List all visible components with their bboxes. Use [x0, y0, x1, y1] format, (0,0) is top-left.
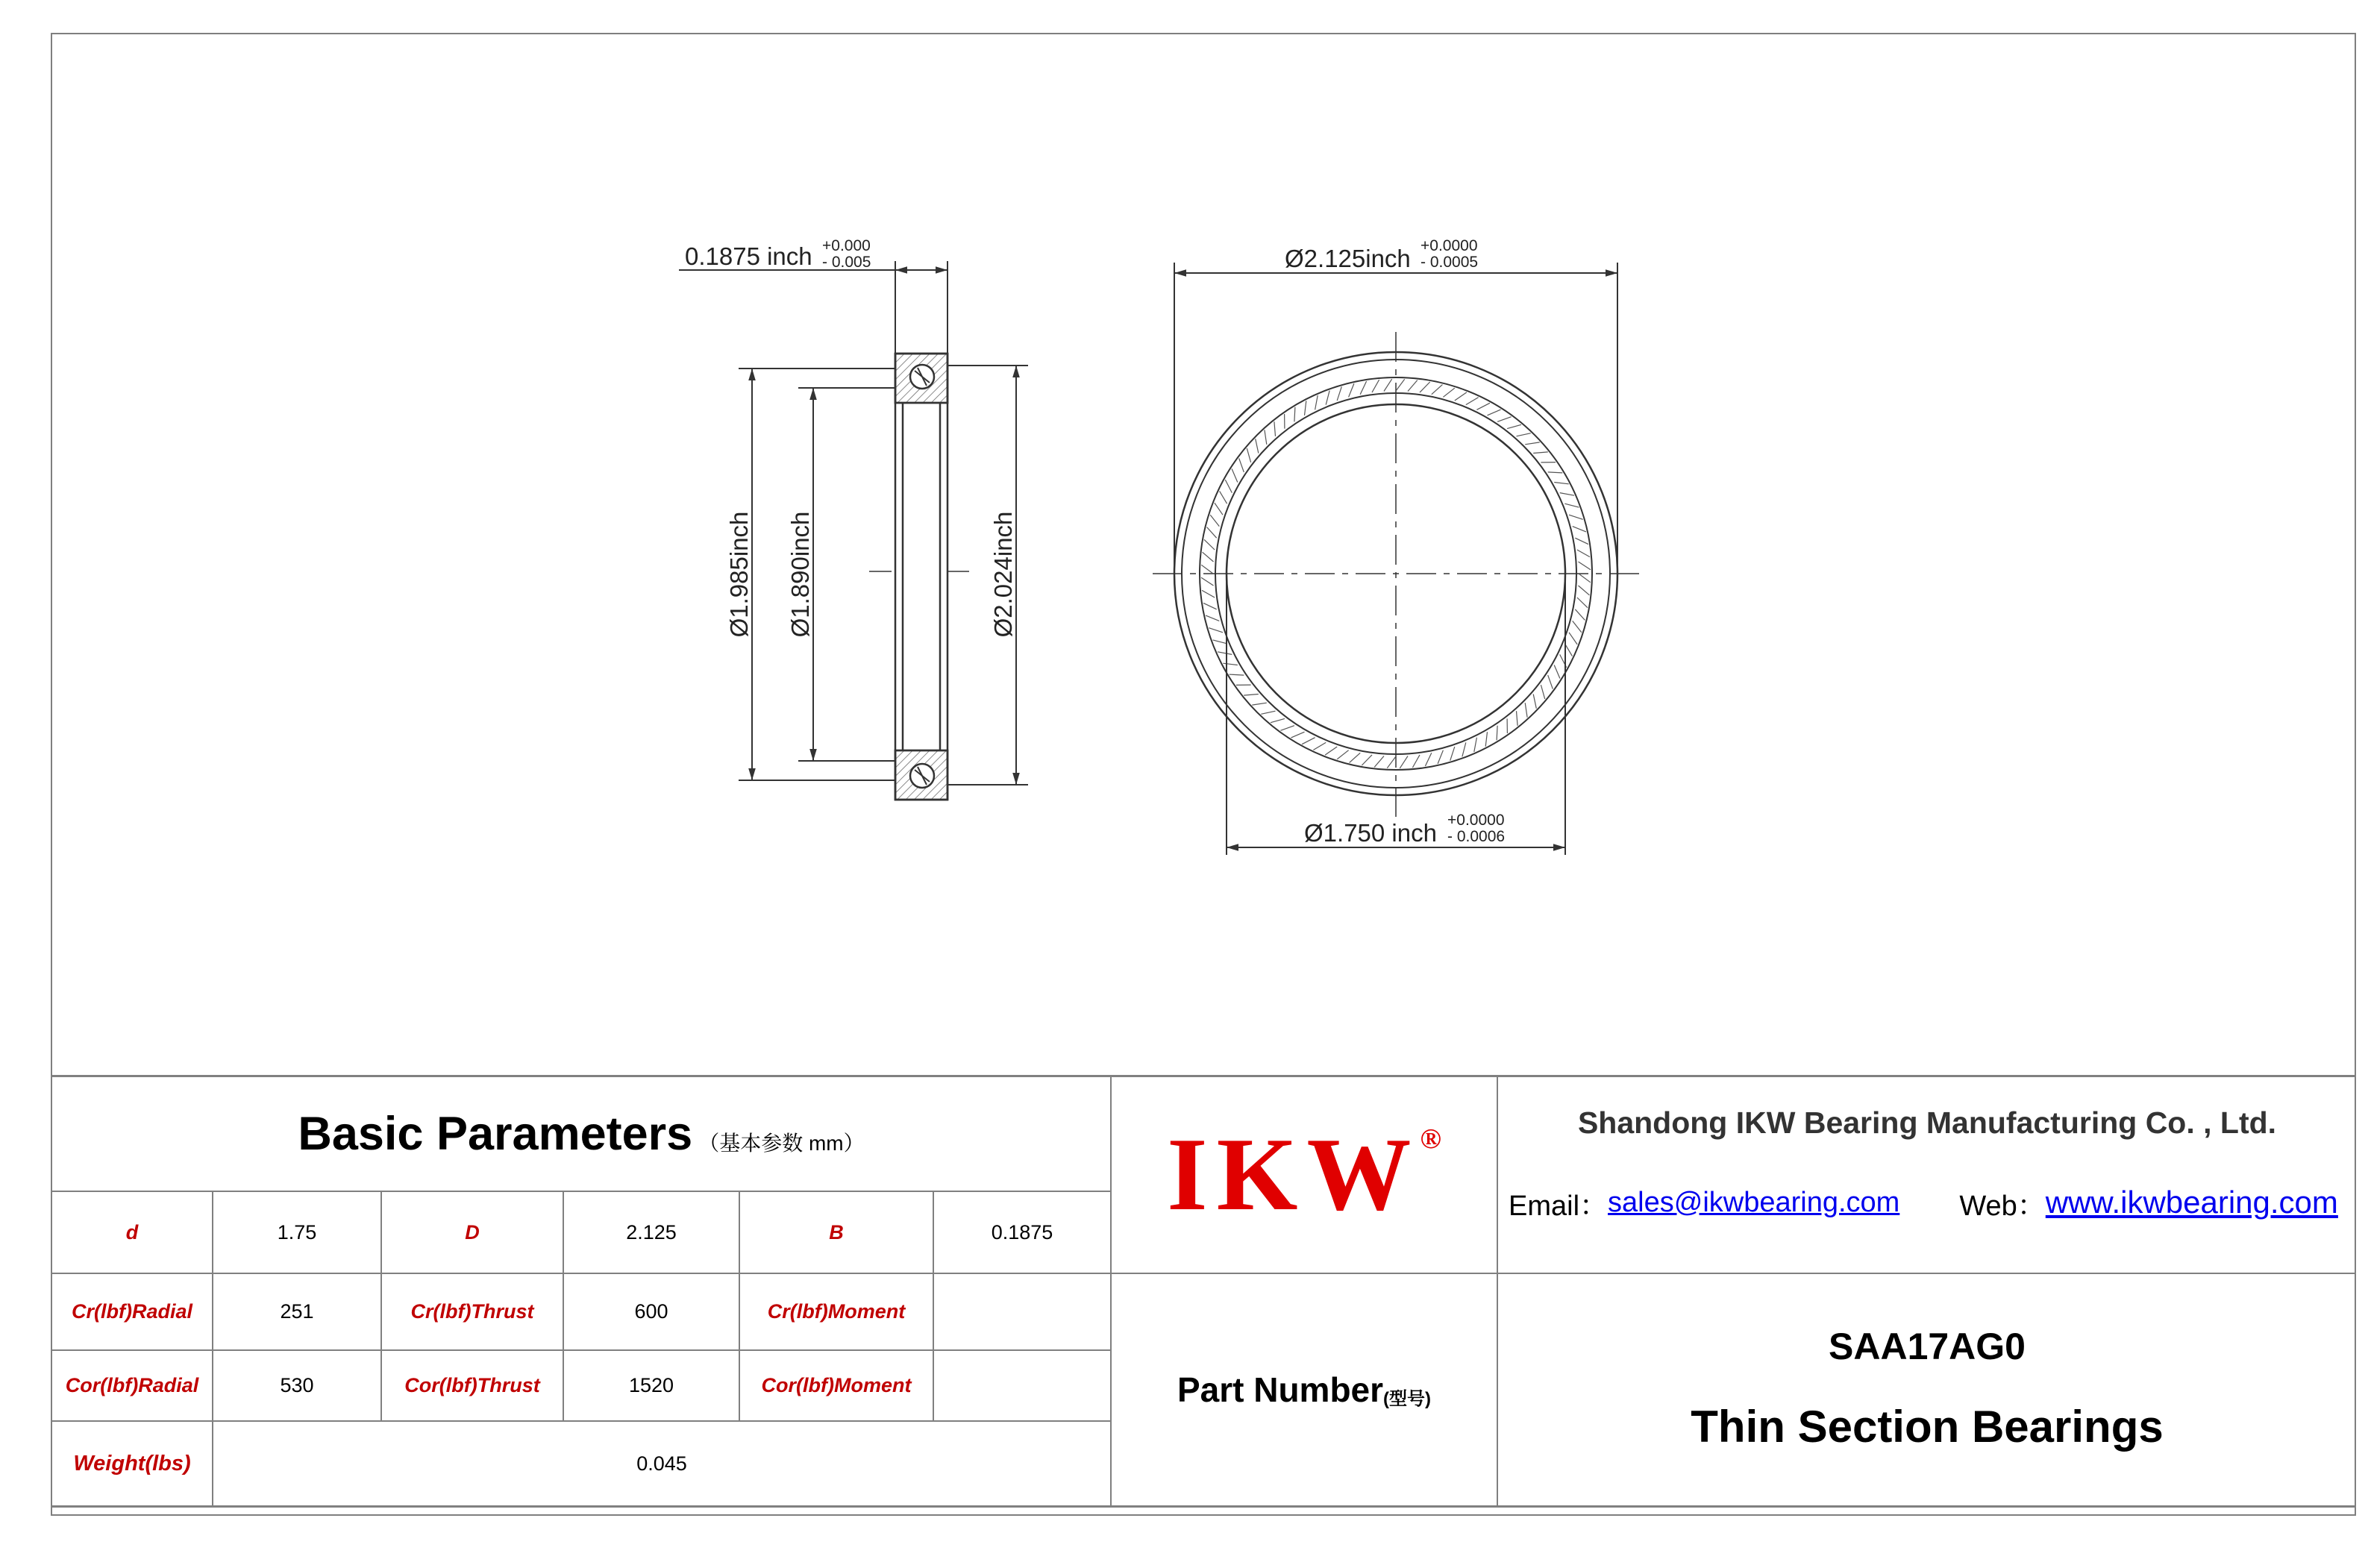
- param-label-cr-moment: Cr(lbf)Moment: [767, 1300, 906, 1323]
- params-title: Basic Parameters: [298, 1107, 693, 1160]
- param-label-cor-radial: Cor(lbf)Radial: [65, 1374, 199, 1396]
- ikw-logo: [1112, 1076, 1497, 1273]
- param-value-d: 1.75: [277, 1220, 317, 1244]
- outer-tol-lower: - 0.0005: [1421, 254, 1479, 271]
- part-number-label-cell: [1112, 1274, 1497, 1505]
- email-link[interactable]: sales@ikwbearing.com: [1608, 1186, 1900, 1218]
- param-value-cor-moment: [934, 1351, 1110, 1420]
- web-link[interactable]: www.ikwbearing.com: [2045, 1185, 2338, 1220]
- logo-text: IKW: [1167, 1117, 1421, 1232]
- width-tol-lower: - 0.005: [822, 254, 871, 271]
- part-number-value: SAA17AG0: [1829, 1326, 2026, 1367]
- company-name: Shandong IKW Bearing Manufacturing Co. , Ltd.: [1577, 1105, 2277, 1140]
- width-tol-upper: +0.000: [822, 237, 871, 254]
- param-label-B: B: [829, 1220, 844, 1244]
- inner-tol-upper: +0.0000: [1447, 812, 1505, 829]
- inner-tol-lower: - 0.0006: [1447, 828, 1506, 845]
- weight-value: 0.045: [636, 1452, 687, 1475]
- weight-label: Weight(lbs): [73, 1451, 191, 1476]
- registered-mark: ®: [1420, 1123, 1441, 1155]
- outer-tol-upper: +0.0000: [1421, 237, 1478, 254]
- param-value-cor-radial: 530: [280, 1374, 314, 1396]
- param-label-d: d: [125, 1220, 139, 1244]
- param-label-D: D: [465, 1220, 480, 1244]
- param-label-cr-radial: Cr(lbf)Radial: [72, 1300, 192, 1323]
- dim-2024-label: Ø2.024inch: [989, 511, 1017, 638]
- inner-dim-label: Ø1.750 inch: [1304, 819, 1437, 847]
- dim-1890-label: Ø1.890inch: [786, 511, 814, 638]
- width-dim-label: 0.1875 inch: [685, 242, 812, 270]
- param-label-cr-thrust: Cr(lbf)Thrust: [410, 1300, 534, 1323]
- part-number-label: Part Number: [1177, 1370, 1384, 1409]
- param-label-cor-moment: Cor(lbf)Moment: [761, 1374, 912, 1396]
- email-label: Email：: [1509, 1190, 1609, 1222]
- param-value-D: 2.125: [626, 1220, 677, 1244]
- params-title-note: （基本参数 mm）: [698, 1131, 865, 1155]
- part-type: Thin Section Bearings: [1691, 1401, 2164, 1452]
- web-label: Web：: [1959, 1190, 2046, 1222]
- param-value-cr-thrust: 600: [634, 1300, 668, 1323]
- param-value-cr-radial: 251: [280, 1300, 314, 1323]
- param-value-cor-thrust: 1520: [628, 1374, 674, 1396]
- param-label-cor-thrust: Cor(lbf)Thrust: [404, 1374, 540, 1396]
- contact-line: [1509, 1180, 2356, 1225]
- params-header: [52, 1076, 1110, 1191]
- outer-dim-label: Ø2.125inch: [1285, 245, 1411, 272]
- dim-1985-label: Ø1.985inch: [725, 511, 753, 638]
- param-value-cr-moment: [934, 1274, 1110, 1349]
- part-number-label-note: (型号): [1383, 1388, 1432, 1409]
- param-value-B: 0.1875: [991, 1220, 1053, 1244]
